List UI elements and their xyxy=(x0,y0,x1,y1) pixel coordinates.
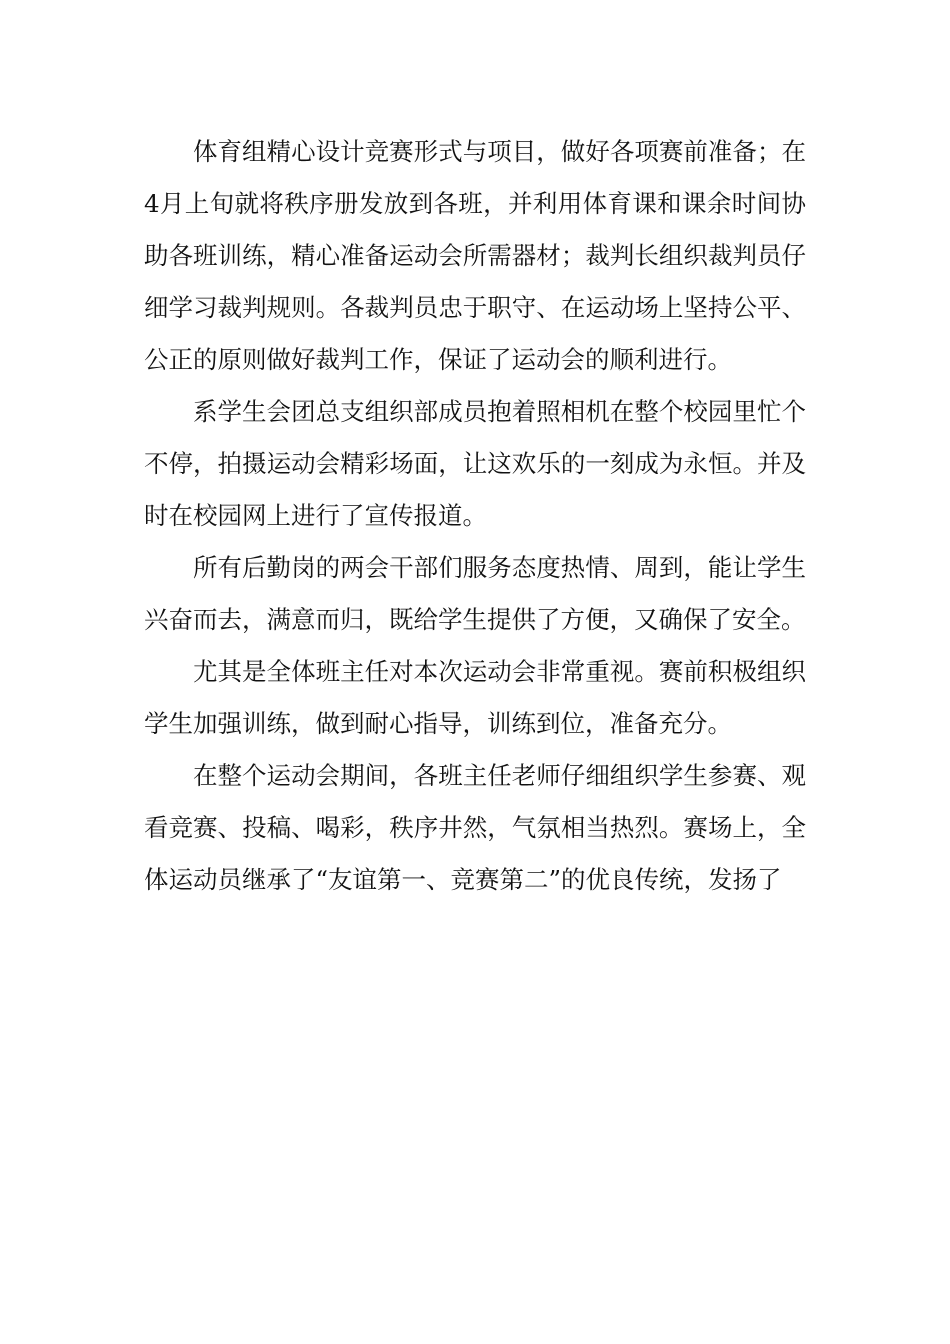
paragraph-1: 体育组精心设计竞赛形式与项目，做好各项赛前准备；在4月上旬就将秩序册发放到各班，并利用体育课和课余时间协助各班训练，精心准备运动会所需器材；裁判长组织裁判员仔细学习裁判规则。各裁判员忠于职守、在运动场上坚持公平、公正的原则做好裁判工作，保证了运动会的顺利进行。 xyxy=(144,137,806,374)
document-body xyxy=(144,126,806,906)
paragraph-4: 尤其是全体班主任对本次运动会非常重视。赛前积极组织学生加强训练，做到耐心指导，训练到位，准备充分。 xyxy=(144,657,806,738)
paragraph-3: 所有后勤岗的两会干部们服务态度热情、周到，能让学生兴奋而去，满意而归，既给学生提供了方便，又确保了安全。 xyxy=(144,553,806,634)
paragraph-5: 在整个运动会期间，各班主任老师仔细组织学生参赛、观看竞赛、投稿、喝彩，秩序井然，气氛相当热烈。赛场上，全体运动员继承了“友谊第一、竞赛第二”的优良传统，发扬了 xyxy=(144,761,806,894)
paragraph-2: 系学生会团总支组织部成员抱着照相机在整个校园里忙个不停，拍摄运动会精彩场面，让这欢乐的一刻成为永恒。并及时在校园网上进行了宣传报道。 xyxy=(144,397,806,530)
